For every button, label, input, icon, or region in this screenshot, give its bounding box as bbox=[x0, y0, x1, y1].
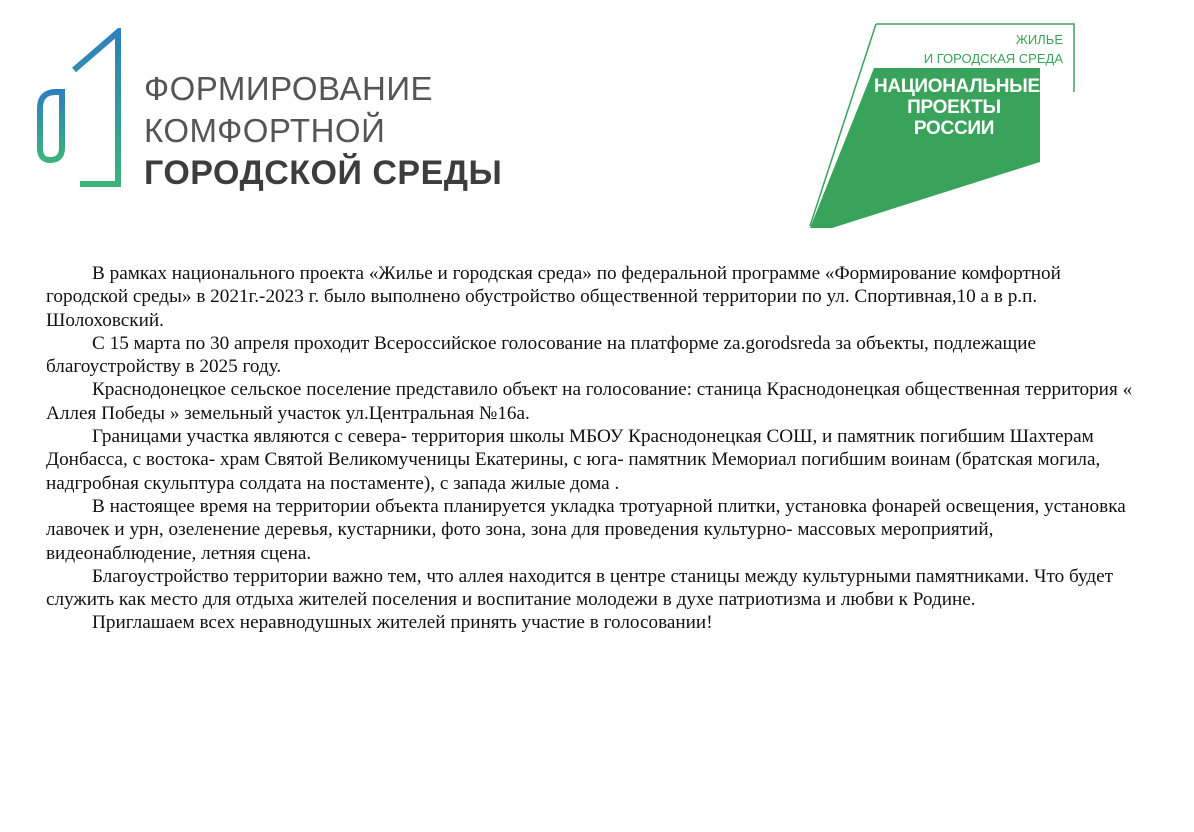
city-building-icon bbox=[36, 28, 126, 188]
paragraph-invitation: Приглашаем всех неравнодушных жителей принять участие в голосовании! bbox=[92, 612, 713, 634]
announcement-text bbox=[46, 262, 1146, 635]
paragraph-importance: Благоустройство территории важно тем, что аллея находится в центре станицы между культурными памятниками. Что будет служить как место для отдыха жителей поселения и воспитание молодежи в духе патриотизма и любви к Родине. bbox=[46, 565, 1114, 611]
logo-left-line2: КОМФОРТНОЙ bbox=[144, 112, 386, 149]
paragraph-object-presented: Краснодонецкое сельское поселение представило объект на голосование: станица Краснодонецкая общественная территория « Аллея Победы » земельный участок ул.Центральная №16а. bbox=[46, 379, 1133, 424]
paragraph-project-intro: В рамках национального проекта «Жилье и городская среда» по федеральной программе «Формирование комфортной городской среды» в 2021г.-2023 г. было выполнено обустройство общественной территории по ул. Спортивная,10 а в р.п. Шолоховский. bbox=[46, 263, 1061, 331]
logo-left-text bbox=[144, 68, 502, 194]
logo-right-top-line1: ЖИЛЬЕ bbox=[1015, 32, 1063, 47]
logo-left-line1: ФОРМИРОВАНИЕ bbox=[144, 70, 434, 107]
logo-formirovanie bbox=[36, 28, 506, 198]
logo-right-main-line2: ПРОЕКТЫ bbox=[907, 97, 1001, 118]
paragraph-boundaries: Границами участка являются с севера- территория школы МБОУ Краснодонецкая СОШ, и памятник погибшим Шахтерам Донбасса, с востока- храм Святой Великомученицы Екатерины, с юга- памятник Мемориал погибшим воинам (братская могила, надгробная скульптура солдата на постаменте), с запада жилые дома . bbox=[46, 426, 1101, 494]
logo-right-top-line2: И ГОРОДСКАЯ СРЕДА bbox=[923, 51, 1063, 66]
logo-right-subtitle bbox=[924, 30, 1063, 68]
logo-right-main-line3: РОССИИ bbox=[913, 118, 995, 139]
paragraph-planned-works: В настоящее время на территории объекта планируется укладка тротуарной плитки, установка фонарей освещения, установка лавочек и урн, озеленение деревья, кустарники, фото зона, зона для проведения культурно- массовых мероприятий, видеонаблюдение, летняя сцена. bbox=[46, 495, 1126, 564]
logo-right-title bbox=[874, 76, 1040, 139]
logo-right-main-line1: НАЦИОНАЛЬНЫЕ bbox=[874, 76, 1040, 97]
logo-left-line3: ГОРОДСКОЙ СРЕДЫ bbox=[144, 154, 503, 192]
logo-national-projects bbox=[802, 22, 1077, 230]
paragraph-voting-dates: С 15 марта по 30 апреля проходит Всероссийское голосование на платформе za.gorodsreda за объекты, подлежащие благоустройству в 2025 году. bbox=[46, 332, 1037, 378]
